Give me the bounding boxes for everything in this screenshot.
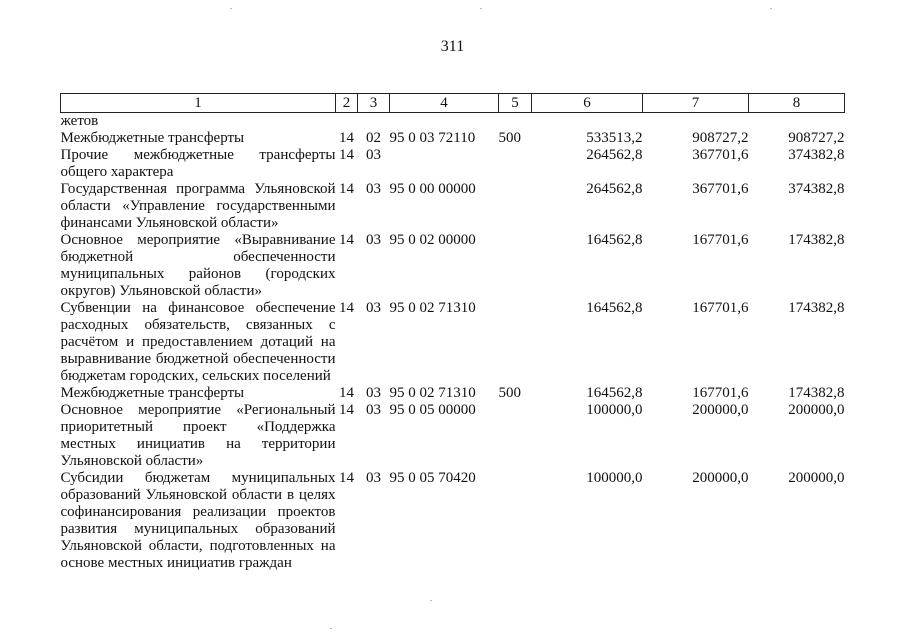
row-name: Межбюджетные трансферты [60, 130, 245, 146]
row-name: Межбюджетные трансферты [60, 385, 245, 401]
row-target-code: 95 0 02 00000 [389, 232, 476, 248]
row-section: 14 [339, 130, 354, 146]
row-target-code: 95 0 05 00000 [389, 402, 476, 418]
row-amount-1: 100000,0 [586, 470, 643, 486]
row-expense-type [499, 113, 532, 131]
row-section: 14 [339, 181, 354, 197]
row-expense-type [499, 232, 532, 300]
row-amount-3: 174382,8 [788, 385, 845, 401]
row-amount-3: 374382,8 [788, 181, 845, 197]
header-cell-7: 7 [643, 94, 749, 113]
scan-speck [770, 8, 772, 9]
row-subsection: 03 [366, 232, 381, 248]
row-section: 14 [339, 402, 354, 418]
header-cell-3: 3 [358, 94, 390, 113]
row-expense-type [499, 147, 532, 181]
header-cell-2: 2 [336, 94, 358, 113]
row-amount-2: 167701,6 [692, 300, 749, 316]
row-expense-type [499, 470, 532, 572]
row-section: 14 [339, 385, 354, 401]
table-row [61, 385, 845, 402]
table-row [61, 232, 845, 300]
header-cell-1: 1 [61, 94, 336, 113]
row-target-code: 95 0 05 70420 [389, 470, 476, 486]
row-name: Государственная программа Ульяновской области «Управление государственными финансами Ульяновской области» [60, 181, 336, 231]
row-amount-2: 200000,0 [692, 402, 749, 418]
scan-speck [430, 600, 432, 601]
row-amount-2 [643, 113, 749, 131]
page-number: 311 [440, 38, 465, 55]
row-amount-3: 200000,0 [788, 402, 845, 418]
budget-table [60, 93, 845, 572]
row-section: 14 [339, 147, 354, 163]
row-amount-1: 164562,8 [586, 385, 643, 401]
row-amount-3: 174382,8 [788, 300, 845, 316]
row-amount-2: 367701,6 [692, 181, 749, 197]
row-amount-3: 200000,0 [788, 470, 845, 486]
table-row [61, 181, 845, 232]
row-amount-3: 374382,8 [788, 147, 845, 163]
row-subsection [358, 113, 390, 131]
row-target-code: 95 0 03 72110 [389, 130, 476, 146]
header-row [61, 94, 845, 113]
row-amount-1 [532, 113, 643, 131]
row-section: 14 [339, 470, 354, 486]
row-section [336, 113, 358, 131]
row-amount-1: 264562,8 [586, 181, 643, 197]
row-subsection: 03 [366, 402, 381, 418]
row-amount-1: 533513,2 [586, 130, 643, 146]
table-row [61, 470, 845, 572]
row-amount-3 [749, 113, 845, 131]
row-target-code: 95 0 02 71310 [389, 300, 476, 316]
header-cell-4: 4 [390, 94, 499, 113]
row-target-code [390, 147, 499, 181]
table-row [61, 147, 845, 181]
row-name: Прочие межбюджетные трансферты общего характера [60, 147, 336, 180]
row-target-code [390, 113, 499, 131]
row-amount-1: 264562,8 [586, 147, 643, 163]
row-amount-2: 167701,6 [692, 232, 749, 248]
row-expense-type: 500 [498, 385, 521, 401]
table-row [61, 402, 845, 470]
scan-speck [330, 628, 332, 629]
row-amount-3: 908727,2 [788, 130, 845, 146]
table-row [61, 300, 845, 385]
row-name: Субсидии бюджетам муниципальных образований Ульяновской области в целях софинансирования реализации проектов развития муниципальных образований Ульяновской области, подготовленных на основе местных инициатив граждан [60, 470, 336, 571]
header-cell-8: 8 [749, 94, 845, 113]
row-subsection: 03 [366, 147, 381, 163]
row-name: жетов [60, 113, 99, 129]
row-amount-3: 174382,8 [788, 232, 845, 248]
row-amount-2: 908727,2 [692, 130, 749, 146]
row-subsection: 03 [366, 470, 381, 486]
row-amount-2: 367701,6 [692, 147, 749, 163]
row-expense-type [499, 402, 532, 470]
scan-speck [480, 8, 482, 9]
scan-speck [230, 8, 232, 9]
row-expense-type: 500 [498, 130, 521, 146]
row-expense-type [499, 300, 532, 385]
row-section: 14 [339, 232, 354, 248]
header-cell-6: 6 [532, 94, 643, 113]
row-subsection: 03 [366, 300, 381, 316]
row-name: Субвенции на финансовое обеспечение расходных обязательств, связанных с расчётом и предоставлением дотаций на выравнивание бюджетной обеспеченности бюджетам городских, сельских поселений [60, 300, 336, 384]
row-amount-1: 100000,0 [586, 402, 643, 418]
row-amount-2: 200000,0 [692, 470, 749, 486]
row-name: Основное мероприятие «Выравнивание бюджетной обеспеченности муниципальных районов (городских округов) Ульяновской области» [60, 232, 336, 299]
row-section: 14 [339, 300, 354, 316]
header-cell-5: 5 [499, 94, 532, 113]
row-target-code: 95 0 00 00000 [389, 181, 476, 197]
row-amount-1: 164562,8 [586, 300, 643, 316]
table-row [61, 113, 845, 131]
row-amount-2: 167701,6 [692, 385, 749, 401]
row-subsection: 02 [366, 130, 381, 146]
row-expense-type [499, 181, 532, 232]
table-row [61, 130, 845, 147]
row-name: Основное мероприятие «Региональный приоритетный проект «Поддержка местных инициатив на территории Ульяновской области» [60, 402, 336, 469]
row-target-code: 95 0 02 71310 [389, 385, 476, 401]
row-subsection: 03 [366, 385, 381, 401]
row-amount-1: 164562,8 [586, 232, 643, 248]
row-subsection: 03 [366, 181, 381, 197]
